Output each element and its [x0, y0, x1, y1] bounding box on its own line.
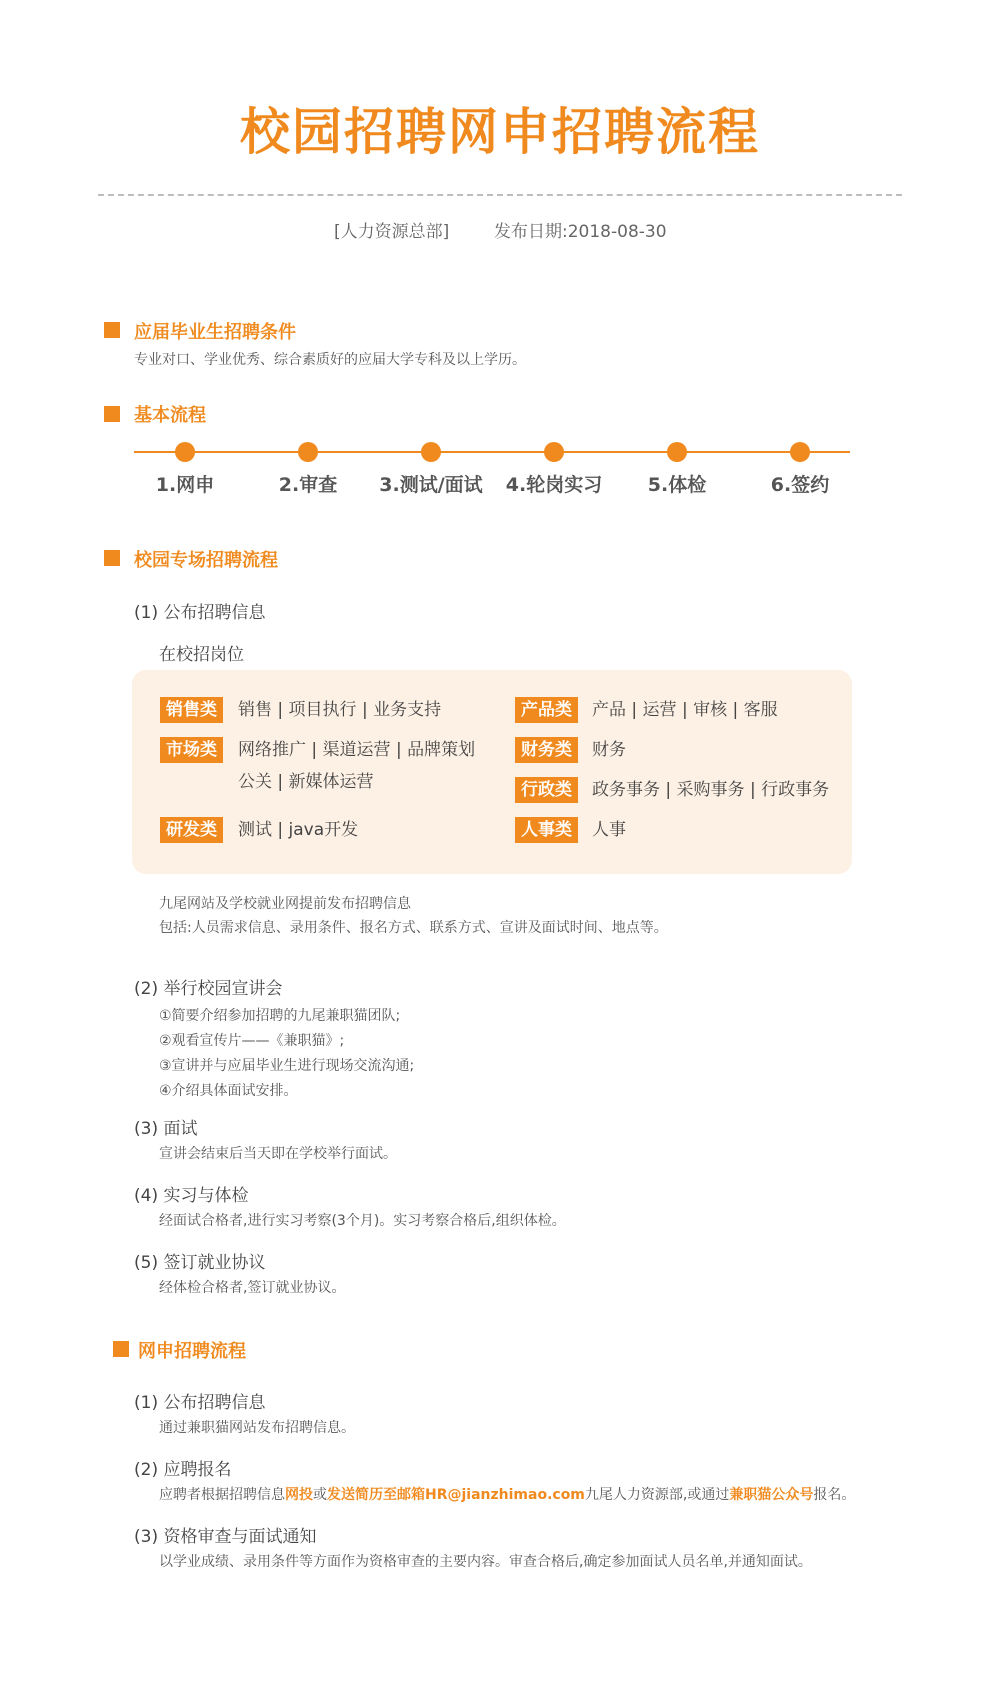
section-title-conditions: 应届毕业生招聘条件 — [134, 322, 296, 343]
timeline-dot — [667, 442, 687, 462]
online-step2-text — [159, 1484, 855, 1504]
timeline-line — [134, 451, 850, 453]
section-marker-icon — [113, 1341, 129, 1357]
dashed-divider — [98, 194, 902, 196]
campus-note-2: 包括:人员需求信息、录用条件、报名方式、联系方式、宣讲及面试时间、地点等。 — [159, 920, 668, 936]
email-resume-link[interactable]: 发送简历至邮箱HR@jianzhimao.com — [327, 1487, 585, 1503]
campus-step2-title: (2) 举行校园宣讲会 — [134, 979, 283, 999]
campus-step1-title: (1) 公布招聘信息 — [134, 603, 266, 623]
campus-step2-item: ③宣讲并与应届毕业生进行现场交流沟通; — [159, 1058, 415, 1074]
category-roles-marketing: 网络推广 | 渠道运营 | 品牌策划 — [238, 740, 476, 760]
online-step3-title: (3) 资格审查与面试通知 — [134, 1527, 317, 1547]
online-step2-text-part: 应聘者根据招聘信息 — [159, 1487, 285, 1503]
department-label: [人力资源总部] — [334, 222, 450, 242]
online-step1-title: (1) 公布招聘信息 — [134, 1393, 266, 1413]
campus-step2-item: ②观看宣传片——《兼职猫》; — [159, 1033, 345, 1049]
category-tag-hr: 人事类 — [515, 817, 578, 843]
section-title-basic-flow: 基本流程 — [134, 405, 206, 426]
category-tag-finance: 财务类 — [515, 737, 578, 763]
campus-step2-item: ④介绍具体面试安排。 — [159, 1083, 298, 1099]
campus-step4-text: 经面试合格者,进行实习考察(3个月)。实习考察合格后,组织体检。 — [159, 1213, 566, 1229]
campus-step3-title: (3) 面试 — [134, 1119, 198, 1139]
flow-step-label: 6.签约 — [770, 474, 830, 496]
section-title-online: 网申招聘流程 — [138, 1341, 246, 1362]
online-apply-link[interactable]: 网投 — [285, 1487, 313, 1503]
flow-step-label: 4.轮岗实习 — [505, 474, 603, 496]
category-roles-hr: 人事 — [592, 820, 626, 840]
section-title-campus: 校园专场招聘流程 — [134, 550, 278, 571]
online-step2-title: (2) 应聘报名 — [134, 1460, 232, 1480]
category-roles-marketing-2: 公关 | 新媒体运营 — [238, 772, 374, 792]
conditions-text: 专业对口、学业优秀、综合素质好的应届大学专科及以上学历。 — [134, 352, 526, 368]
campus-note-1: 九尾网站及学校就业网提前发布招聘信息 — [159, 896, 411, 912]
category-roles-product: 产品 | 运营 | 审核 | 客服 — [592, 700, 778, 720]
flow-step-label: 3.测试/面试 — [379, 474, 483, 496]
category-tag-product: 产品类 — [515, 697, 578, 723]
flow-step-label: 1.网申 — [155, 474, 215, 496]
positions-title: 在校招岗位 — [159, 645, 244, 665]
timeline-dot — [790, 442, 810, 462]
section-marker-icon — [104, 406, 120, 422]
campus-step3-text: 宣讲会结束后当天即在学校举行面试。 — [159, 1146, 397, 1162]
page-title: 校园招聘网申招聘流程 — [240, 103, 760, 161]
campus-step5-text: 经体检合格者,签订就业协议。 — [159, 1280, 346, 1296]
publish-date: 发布日期:2018-08-30 — [494, 222, 667, 242]
online-step2-text-part: 报名。 — [813, 1487, 856, 1503]
category-tag-admin: 行政类 — [515, 777, 578, 803]
timeline-dot — [175, 442, 195, 462]
category-roles-sales: 销售 | 项目执行 | 业务支持 — [238, 700, 442, 720]
online-step2-text-part: 九尾人力资源部,或通过 — [584, 1487, 730, 1503]
flow-step-label: 5.体检 — [647, 474, 707, 496]
official-account-link[interactable]: 兼职猫公众号 — [729, 1487, 814, 1503]
campus-step4-title: (4) 实习与体检 — [134, 1186, 249, 1206]
timeline-dot — [298, 442, 318, 462]
online-step2-text-part: 或 — [313, 1487, 327, 1503]
category-roles-admin: 政务事务 | 采购事务 | 行政事务 — [592, 780, 830, 800]
category-tag-rnd: 研发类 — [160, 817, 223, 843]
timeline-dot — [421, 442, 441, 462]
category-tag-marketing: 市场类 — [160, 737, 223, 763]
category-tag-sales: 销售类 — [160, 697, 223, 723]
flow-step-label: 2.审查 — [278, 474, 338, 496]
section-marker-icon — [104, 550, 120, 566]
campus-step2-item: ①简要介绍参加招聘的九尾兼职猫团队; — [159, 1008, 401, 1024]
section-marker-icon — [104, 322, 120, 338]
category-roles-rnd: 测试 | java开发 — [238, 820, 359, 840]
campus-step5-title: (5) 签订就业协议 — [134, 1253, 266, 1273]
online-step1-text: 通过兼职猫网站发布招聘信息。 — [159, 1420, 355, 1436]
category-roles-finance: 财务 — [592, 740, 626, 760]
timeline-dot — [544, 442, 564, 462]
online-step3-text: 以学业成绩、录用条件等方面作为资格审查的主要内容。审查合格后,确定参加面试人员名单,并通知面试。 — [159, 1554, 812, 1570]
